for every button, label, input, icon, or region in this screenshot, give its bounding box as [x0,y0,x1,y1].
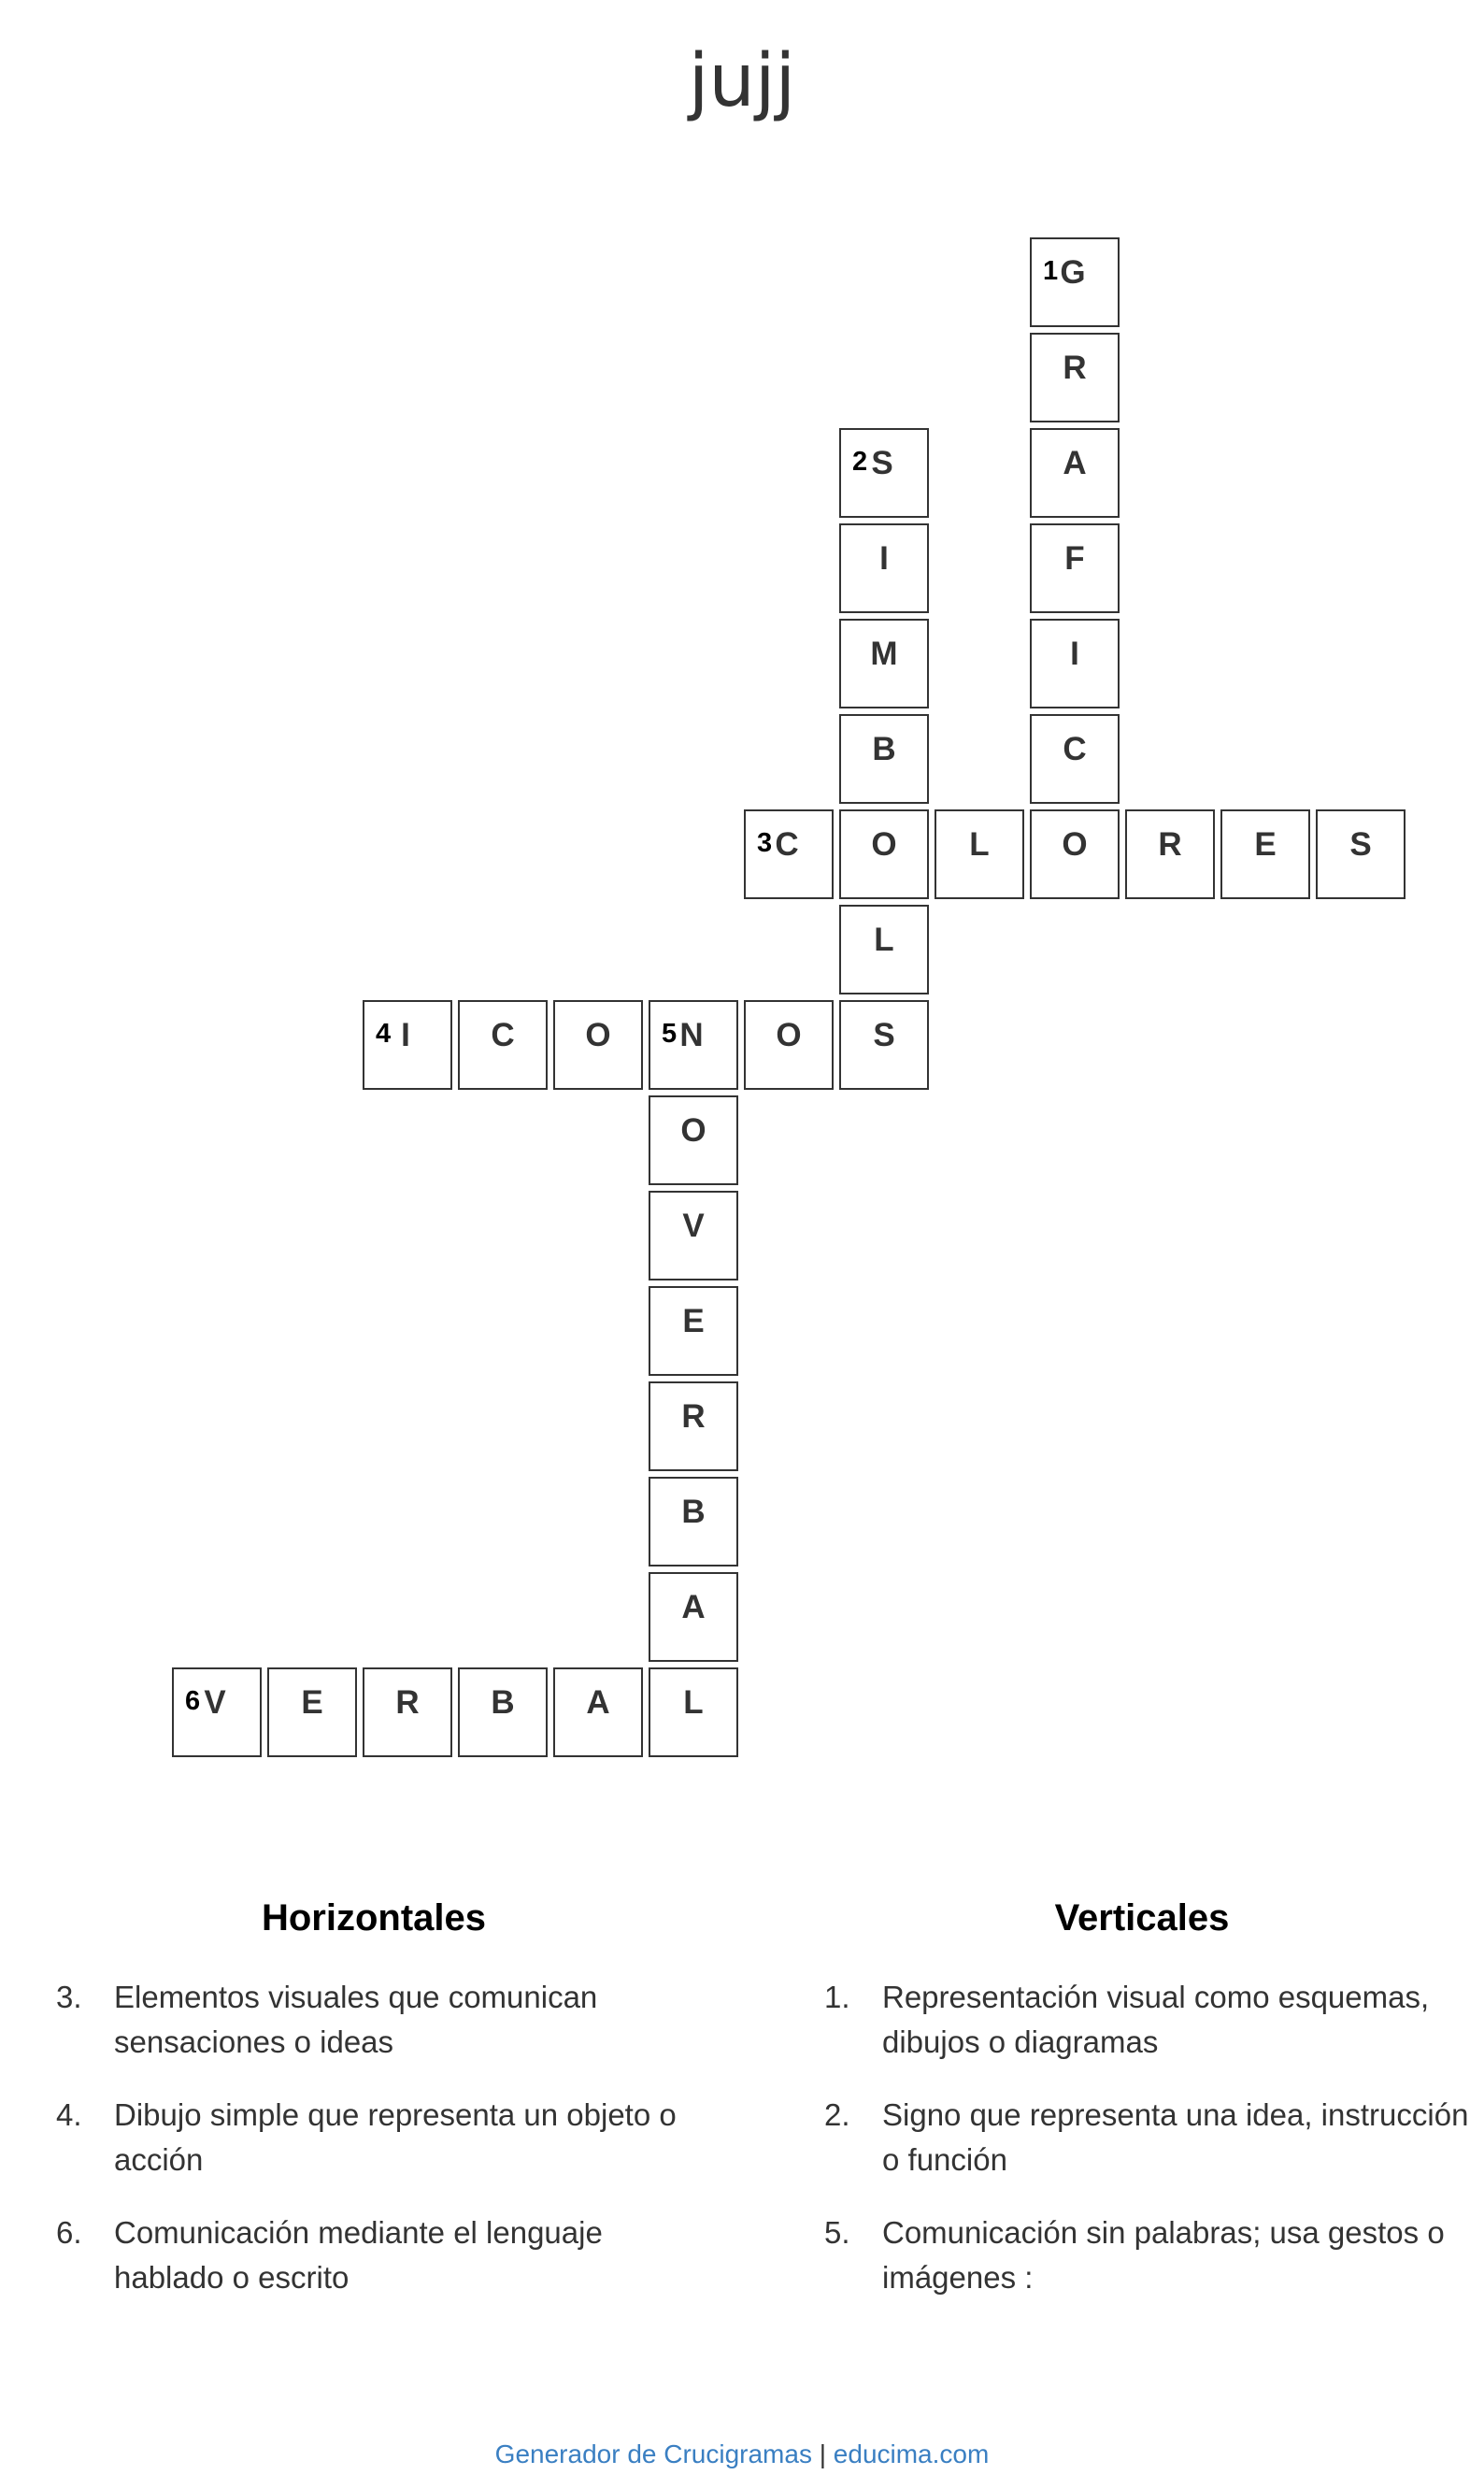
cell-letter: E [301,1684,323,1721]
grid-cell-r2-c9[interactable] [1030,428,1120,518]
cell-letter: A [681,1589,706,1625]
grid-cell-r4-c9[interactable] [1030,619,1120,708]
grid-cell-r6-c8[interactable] [935,809,1024,899]
clue-number: 5. [824,2215,850,2250]
grid-cell-r8-c6[interactable] [744,1000,834,1090]
grid-cell-r12-c5[interactable] [649,1381,738,1471]
cell-letter: B [681,1494,706,1530]
grid-cell-r6-c9[interactable] [1030,809,1120,899]
clue-text: Dibujo simple que representa un objeto o acción [114,2097,677,2177]
grid-cell-r15-c5[interactable] [649,1667,738,1757]
grid-cell-r6-c12[interactable] [1316,809,1406,899]
clue-text: Comunicación sin palabras; usa gestos o imágenes : [882,2215,1445,2295]
clue-text: Comunicación mediante el lenguaje hablado o escrito [114,2215,603,2295]
grid-cell-r6-c6[interactable] [744,809,834,899]
cell-letter: O [871,826,897,863]
cell-letter: L [874,922,894,958]
grid-cell-r7-c7[interactable] [839,905,929,994]
cell-letter: M [870,636,898,672]
cell-letter: A [1063,445,1087,481]
cell-letter: V [682,1208,705,1244]
clue-horizontal-6 [47,2210,701,2300]
clue-number: 3. [56,1980,82,2014]
cell-letter: F [1064,540,1085,577]
grid-cell-r8-c3[interactable] [458,1000,548,1090]
cell-letter: R [1158,826,1182,863]
educima-link[interactable]: educima.com [833,2439,990,2468]
footer [0,2439,1484,2469]
grid-cell-r8-c2[interactable] [363,1000,452,1090]
cell-letter: E [682,1303,705,1339]
cell-letter: G [1060,254,1086,291]
grid-cell-r15-c2[interactable] [363,1667,452,1757]
cell-letter: R [681,1398,706,1435]
cell-letter: I [1070,636,1079,672]
clue-number: 4. [56,2097,82,2132]
grid-cell-r3-c7[interactable] [839,523,929,613]
cell-letter: A [586,1684,610,1721]
clue-start-number: 2 [852,447,868,477]
clue-start-number: 6 [185,1686,201,1716]
clue-vertical-5 [815,2210,1469,2300]
grid-cell-r11-c5[interactable] [649,1286,738,1376]
cell-letter: I [401,1017,410,1053]
grid-cell-r8-c4[interactable] [553,1000,643,1090]
grid-cell-r8-c5[interactable] [649,1000,738,1090]
cell-letter: L [969,826,990,863]
cell-letter: C [775,826,799,863]
grid-cell-r10-c5[interactable] [649,1191,738,1280]
grid-cell-r5-c9[interactable] [1030,714,1120,804]
grid-cell-r5-c7[interactable] [839,714,929,804]
clue-start-number: 5 [662,1019,678,1049]
crossword-generator-link[interactable]: Generador de Crucigramas [494,2439,812,2468]
cell-letter: V [204,1684,226,1721]
grid-cell-r4-c7[interactable] [839,619,929,708]
clue-horizontal-4 [47,2093,701,2182]
grid-cell-r6-c10[interactable] [1125,809,1215,899]
grid-cell-r8-c7[interactable] [839,1000,929,1090]
clue-text: Signo que representa una idea, instrucción o función [882,2097,1469,2177]
horizontal-clues-heading: Horizontales [261,1897,487,1939]
cell-letter: B [491,1684,515,1721]
cell-letter: O [585,1017,611,1053]
grid-cell-r1-c9[interactable] [1030,333,1120,422]
grid-cell-r15-c1[interactable] [267,1667,357,1757]
cell-letter: S [873,1017,895,1053]
cell-letter: L [683,1684,704,1721]
grid-cell-r3-c9[interactable] [1030,523,1120,613]
cell-letter: O [680,1112,706,1149]
clue-start-number: 1 [1043,256,1059,286]
clue-start-number: 3 [757,828,773,858]
cell-letter: N [679,1017,704,1053]
cell-letter: O [1062,826,1088,863]
footer-separator: | [811,2439,834,2468]
vertical-clues-heading: Verticales [1054,1897,1230,1939]
cell-letter: C [1063,731,1087,767]
cell-letter: C [491,1017,515,1053]
cell-letter: B [872,731,896,767]
cell-letter: R [1063,350,1087,386]
clue-horizontal-3 [47,1975,701,2065]
clue-number: 1. [824,1980,850,2014]
grid-cell-r6-c7[interactable] [839,809,929,899]
cell-letter: O [776,1017,802,1053]
clue-vertical-1 [815,1975,1469,2065]
cell-letter: S [1349,826,1372,863]
grid-cell-r15-c4[interactable] [553,1667,643,1757]
grid-cell-r9-c5[interactable] [649,1095,738,1185]
grid-cell-r0-c9[interactable] [1030,237,1120,327]
clue-start-number: 4 [376,1019,392,1049]
grid-cell-r15-c3[interactable] [458,1667,548,1757]
puzzle-title: jujj [688,39,796,123]
vertical-clues [815,1897,1469,2328]
cell-letter: I [879,540,889,577]
cell-letter: S [871,445,893,481]
grid-cell-r6-c11[interactable] [1220,809,1310,899]
clue-vertical-2 [815,2093,1469,2182]
clue-number: 6. [56,2215,82,2250]
horizontal-clues [47,1897,701,2328]
grid-cell-r2-c7[interactable] [839,428,929,518]
cell-letter: R [395,1684,420,1721]
grid-cell-r13-c5[interactable] [649,1477,738,1567]
cell-letter: E [1254,826,1277,863]
grid-cell-r15-c0[interactable] [172,1667,262,1757]
clue-number: 2. [824,2097,850,2132]
grid-cell-r14-c5[interactable] [649,1572,738,1662]
clue-text: Elementos visuales que comunican sensaciones o ideas [114,1980,598,2059]
clue-text: Representación visual como esquemas, dibujos o diagramas [882,1980,1430,2059]
